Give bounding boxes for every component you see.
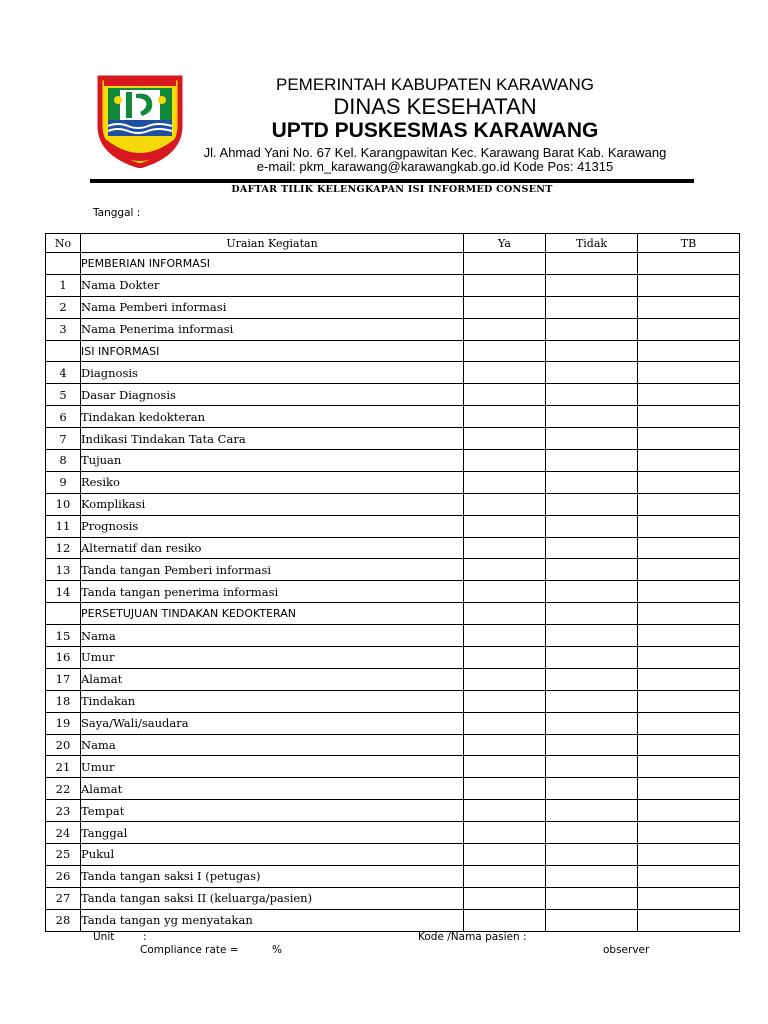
ya-check-cell[interactable] xyxy=(464,559,546,581)
row-description: Alamat xyxy=(81,778,464,800)
tidak-check-cell[interactable] xyxy=(546,909,638,931)
tidak-check-cell[interactable] xyxy=(546,844,638,866)
ya-check-cell[interactable] xyxy=(464,734,546,756)
tidak-check-cell[interactable] xyxy=(546,690,638,712)
table-row xyxy=(46,800,740,822)
tb-check-cell[interactable] xyxy=(638,668,740,690)
column-header-no: No xyxy=(46,234,81,253)
row-number: 7 xyxy=(46,428,81,450)
row-description: Umur xyxy=(81,756,464,778)
ya-check-cell[interactable] xyxy=(464,909,546,931)
tb-check-cell[interactable] xyxy=(638,909,740,931)
row-number: 18 xyxy=(46,690,81,712)
tb-check-cell[interactable] xyxy=(638,384,740,406)
table-row xyxy=(46,515,740,537)
ya-check-cell[interactable] xyxy=(464,384,546,406)
row-number: 17 xyxy=(46,668,81,690)
tb-check-cell[interactable] xyxy=(638,800,740,822)
table-row xyxy=(46,625,740,647)
row-description: Resiko xyxy=(81,471,464,493)
row-description: Tanda tangan yg menyatakan xyxy=(81,909,464,931)
ya-check-cell[interactable] xyxy=(464,296,546,318)
tb-check-cell[interactable] xyxy=(638,515,740,537)
table-row xyxy=(46,450,740,472)
ya-check-cell[interactable] xyxy=(464,603,546,625)
row-number: 25 xyxy=(46,844,81,866)
table-row xyxy=(46,712,740,734)
table-row xyxy=(46,865,740,887)
observer-label: observer xyxy=(603,944,650,956)
ya-check-cell[interactable] xyxy=(464,406,546,428)
tidak-check-cell[interactable] xyxy=(546,362,638,384)
tidak-check-cell[interactable] xyxy=(546,800,638,822)
row-number: 20 xyxy=(46,734,81,756)
row-description: Komplikasi xyxy=(81,493,464,515)
table-row xyxy=(46,690,740,712)
ya-check-cell[interactable] xyxy=(464,318,546,340)
tidak-check-cell[interactable] xyxy=(546,253,638,275)
tidak-check-cell[interactable] xyxy=(546,471,638,493)
table-row xyxy=(46,318,740,340)
row-description: Dasar Diagnosis xyxy=(81,384,464,406)
row-number: 1 xyxy=(46,274,81,296)
row-description: Diagnosis xyxy=(81,362,464,384)
column-header-tb: TB xyxy=(638,234,740,253)
ya-check-cell[interactable] xyxy=(464,253,546,275)
tidak-check-cell[interactable] xyxy=(546,274,638,296)
tb-check-cell[interactable] xyxy=(638,362,740,384)
department-name: DINAS KESEHATAN xyxy=(333,94,537,119)
tb-check-cell[interactable] xyxy=(638,274,740,296)
government-name: PEMERINTAH KABUPATEN KARAWANG xyxy=(275,75,594,94)
table-row xyxy=(46,296,740,318)
section-title: PERSETUJUAN TINDAKAN KEDOKTERAN xyxy=(81,603,464,625)
table-row xyxy=(46,581,740,603)
row-description: Nama Dokter xyxy=(81,274,464,296)
section-row xyxy=(46,253,740,275)
tidak-check-cell[interactable] xyxy=(546,406,638,428)
row-description: Alternatif dan resiko xyxy=(81,537,464,559)
column-header-tidak: Tidak xyxy=(546,234,638,253)
row-number: 28 xyxy=(46,909,81,931)
row-description: Tanda tangan penerima informasi xyxy=(81,581,464,603)
tb-check-cell[interactable] xyxy=(638,406,740,428)
tb-check-cell[interactable] xyxy=(638,822,740,844)
row-description: Tanda tangan Pemberi informasi xyxy=(81,559,464,581)
tb-check-cell[interactable] xyxy=(638,253,740,275)
row-description: Tindakan xyxy=(81,690,464,712)
row-number: 22 xyxy=(46,778,81,800)
table-row xyxy=(46,428,740,450)
row-number: 9 xyxy=(46,471,81,493)
table-header-row xyxy=(46,234,740,253)
table-row xyxy=(46,778,740,800)
row-number: 3 xyxy=(46,318,81,340)
ya-check-cell[interactable] xyxy=(464,756,546,778)
ya-check-cell[interactable] xyxy=(464,537,546,559)
ya-check-cell[interactable] xyxy=(464,362,546,384)
row-number: 15 xyxy=(46,625,81,647)
tidak-check-cell[interactable] xyxy=(546,822,638,844)
ya-check-cell[interactable] xyxy=(464,340,546,362)
row-number: 12 xyxy=(46,537,81,559)
ya-check-cell[interactable] xyxy=(464,800,546,822)
row-number: 21 xyxy=(46,756,81,778)
tidak-check-cell[interactable] xyxy=(546,734,638,756)
tb-check-cell[interactable] xyxy=(638,318,740,340)
table-row xyxy=(46,844,740,866)
tidak-check-cell[interactable] xyxy=(546,296,638,318)
date-label: Tanggal : xyxy=(93,207,141,219)
tb-check-cell[interactable] xyxy=(638,493,740,515)
tidak-check-cell[interactable] xyxy=(546,450,638,472)
section-title: ISI INFORMASI xyxy=(81,340,464,362)
karawang-regency-logo xyxy=(96,72,184,168)
row-number: 6 xyxy=(46,406,81,428)
row-number: 4 xyxy=(46,362,81,384)
table-row xyxy=(46,406,740,428)
tb-check-cell[interactable] xyxy=(638,537,740,559)
row-number: 13 xyxy=(46,559,81,581)
row-description: Saya/Wali/saudara xyxy=(81,712,464,734)
tidak-check-cell[interactable] xyxy=(546,778,638,800)
unit-label: Unit xyxy=(93,931,115,943)
tidak-check-cell[interactable] xyxy=(546,647,638,669)
ya-check-cell[interactable] xyxy=(464,450,546,472)
section-row xyxy=(46,340,740,362)
row-number: 26 xyxy=(46,865,81,887)
ya-check-cell[interactable] xyxy=(464,690,546,712)
tb-check-cell[interactable] xyxy=(638,625,740,647)
header-divider xyxy=(90,179,694,183)
row-number: 11 xyxy=(46,515,81,537)
tb-check-cell[interactable] xyxy=(638,296,740,318)
tb-check-cell[interactable] xyxy=(638,778,740,800)
tidak-check-cell[interactable] xyxy=(546,712,638,734)
tidak-check-cell[interactable] xyxy=(546,625,638,647)
tidak-check-cell[interactable] xyxy=(546,581,638,603)
tidak-check-cell[interactable] xyxy=(546,515,638,537)
row-description: Nama xyxy=(81,625,464,647)
table-row xyxy=(46,822,740,844)
unit-colon: : xyxy=(143,931,147,943)
row-number: 16 xyxy=(46,647,81,669)
row-description: Nama xyxy=(81,734,464,756)
row-description: Tanda tangan saksi I (petugas) xyxy=(81,865,464,887)
tidak-check-cell[interactable] xyxy=(546,887,638,909)
row-number: 24 xyxy=(46,822,81,844)
tidak-check-cell[interactable] xyxy=(546,603,638,625)
ya-check-cell[interactable] xyxy=(464,647,546,669)
institution-name: UPTD PUSKESMAS KARAWANG xyxy=(271,119,599,142)
table-row xyxy=(46,909,740,931)
tb-check-cell[interactable] xyxy=(638,887,740,909)
tb-check-cell[interactable] xyxy=(638,603,740,625)
table-row xyxy=(46,471,740,493)
ya-check-cell[interactable] xyxy=(464,712,546,734)
row-number: 23 xyxy=(46,800,81,822)
row-number xyxy=(46,253,81,275)
ya-check-cell[interactable] xyxy=(464,668,546,690)
ya-check-cell[interactable] xyxy=(464,515,546,537)
tidak-check-cell[interactable] xyxy=(546,428,638,450)
ya-check-cell[interactable] xyxy=(464,778,546,800)
row-number: 8 xyxy=(46,450,81,472)
row-description: Tindakan kedokteran xyxy=(81,406,464,428)
row-description: Indikasi Tindakan Tata Cara xyxy=(81,428,464,450)
section-row xyxy=(46,603,740,625)
row-number xyxy=(46,603,81,625)
table-row xyxy=(46,647,740,669)
table-row xyxy=(46,668,740,690)
tb-check-cell[interactable] xyxy=(638,865,740,887)
tb-check-cell[interactable] xyxy=(638,340,740,362)
ya-check-cell[interactable] xyxy=(464,493,546,515)
tidak-check-cell[interactable] xyxy=(546,668,638,690)
row-number: 2 xyxy=(46,296,81,318)
tidak-check-cell[interactable] xyxy=(546,559,638,581)
ya-check-cell[interactable] xyxy=(464,471,546,493)
table-row xyxy=(46,887,740,909)
table-row xyxy=(46,734,740,756)
row-number: 27 xyxy=(46,887,81,909)
row-description: Tujuan xyxy=(81,450,464,472)
row-number: 5 xyxy=(46,384,81,406)
compliance-rate-label: Compliance rate = xyxy=(140,944,239,956)
row-number: 14 xyxy=(46,581,81,603)
section-title: PEMBERIAN INFORMASI xyxy=(81,253,464,275)
table-row xyxy=(46,756,740,778)
tb-check-cell[interactable] xyxy=(638,647,740,669)
tb-check-cell[interactable] xyxy=(638,734,740,756)
table-row xyxy=(46,384,740,406)
table-row xyxy=(46,362,740,384)
tidak-check-cell[interactable] xyxy=(546,537,638,559)
ya-check-cell[interactable] xyxy=(464,844,546,866)
column-header-ya: Ya xyxy=(464,234,546,253)
tb-check-cell[interactable] xyxy=(638,428,740,450)
table-row xyxy=(46,559,740,581)
row-number: 19 xyxy=(46,712,81,734)
tb-check-cell[interactable] xyxy=(638,581,740,603)
ya-check-cell[interactable] xyxy=(464,865,546,887)
row-description: Alamat xyxy=(81,668,464,690)
ya-check-cell[interactable] xyxy=(464,625,546,647)
document-title: DAFTAR TILIK KELENGKAPAN ISI INFORMED CONSENT xyxy=(231,184,553,195)
ya-check-cell[interactable] xyxy=(464,274,546,296)
table-row xyxy=(46,274,740,296)
tidak-check-cell[interactable] xyxy=(546,318,638,340)
tidak-check-cell[interactable] xyxy=(546,756,638,778)
ya-check-cell[interactable] xyxy=(464,581,546,603)
ya-check-cell[interactable] xyxy=(464,887,546,909)
table-row xyxy=(46,537,740,559)
table-row xyxy=(46,493,740,515)
tb-check-cell[interactable] xyxy=(638,450,740,472)
tidak-check-cell[interactable] xyxy=(546,384,638,406)
ya-check-cell[interactable] xyxy=(464,428,546,450)
contact-line: e-mail: pkm_karawang@karawangkab.go.id Kode Pos: 41315 xyxy=(256,159,614,174)
checklist-table xyxy=(45,233,740,932)
tidak-check-cell[interactable] xyxy=(546,493,638,515)
percent-sign: % xyxy=(272,944,282,956)
patient-label: Kode /Nama pasien : xyxy=(418,931,527,943)
row-description: Tanda tangan saksi II (keluarga/pasien) xyxy=(81,887,464,909)
tb-check-cell[interactable] xyxy=(638,471,740,493)
tb-check-cell[interactable] xyxy=(638,844,740,866)
tb-check-cell[interactable] xyxy=(638,559,740,581)
column-header-description: Uraian Kegiatan xyxy=(81,234,464,253)
row-description: Nama Penerima informasi xyxy=(81,318,464,340)
row-description: Nama Pemberi informasi xyxy=(81,296,464,318)
row-description: Umur xyxy=(81,647,464,669)
row-description: Prognosis xyxy=(81,515,464,537)
tidak-check-cell[interactable] xyxy=(546,865,638,887)
row-number xyxy=(46,340,81,362)
ya-check-cell[interactable] xyxy=(464,822,546,844)
row-description: Pukul xyxy=(81,844,464,866)
tb-check-cell[interactable] xyxy=(638,690,740,712)
tb-check-cell[interactable] xyxy=(638,756,740,778)
row-description: Tempat xyxy=(81,800,464,822)
tb-check-cell[interactable] xyxy=(638,712,740,734)
row-description: Tanggal xyxy=(81,822,464,844)
address-line: Jl. Ahmad Yani No. 67 Kel. Karangpawitan Kec. Karawang Barat Kab. Karawang xyxy=(203,145,667,160)
row-number: 10 xyxy=(46,493,81,515)
tidak-check-cell[interactable] xyxy=(546,340,638,362)
